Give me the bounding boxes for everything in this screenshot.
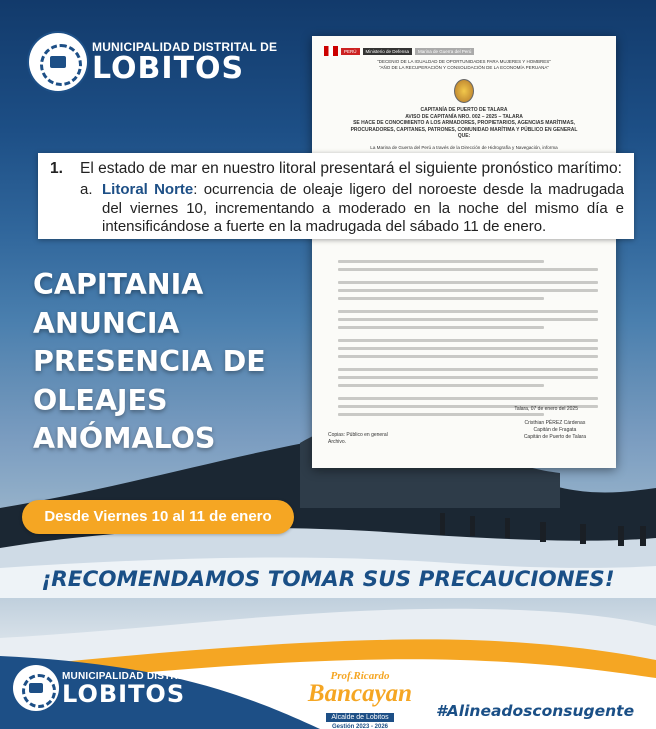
copies-line: Copias: Público en general <box>328 432 388 438</box>
document-title <box>324 107 604 140</box>
subitem-region: Litoral Norte <box>102 181 194 198</box>
item-number: 1. <box>50 160 63 177</box>
headline-line: OLEAJES <box>33 383 168 417</box>
municipal-seal-icon <box>32 36 84 88</box>
signature-line: Cristhian PÉREZ Cárdenas <box>524 420 586 426</box>
mayor-prefix: Prof.Ricardo <box>330 670 390 682</box>
document-body-lines <box>324 260 604 416</box>
subitem-text: : ocurrencia de oleaje ligero del noroeste desde la madrugada del viernes 10, incrementando a moderado en la noche del mismo día e intensificándose a fuerte en la madrugada del sábado 11 de enero. <box>102 181 624 235</box>
document-copies <box>328 432 388 446</box>
forecast-subitem <box>50 181 624 237</box>
mayor-term: Gestión 2023 - 2026 <box>331 724 389 729</box>
municipality-name: LOBITOS <box>92 51 245 86</box>
headline-line: ANÓMALOS <box>33 422 216 455</box>
title-line: QUE: <box>457 133 471 139</box>
document-date: Talara, 07 de enero del 2025 <box>514 406 578 412</box>
municipality-label: MUNICIPALIDAD DISTRITAL DE <box>62 670 218 682</box>
document-signature <box>524 420 586 441</box>
recommendation-banner: ¡RECOMENDAMOS TOMAR SUS PRECAUCIONES! <box>41 567 615 592</box>
header-tag: Ministerio de Defensa <box>363 48 413 55</box>
header-tag: Marina de Guerra del Perú <box>415 48 474 55</box>
municipality-logo-top <box>32 36 277 88</box>
municipality-label: MUNICIPALIDAD DISTRITAL DE <box>92 40 278 54</box>
headline-line: CAPITANIA <box>33 268 204 301</box>
municipality-name: LOBITOS <box>62 679 186 708</box>
subitem-content <box>102 181 624 237</box>
title-line: SE HACE DE CONOCIMIENTO A LOS ARMADORES, PROPIETARIOS, AGENCIAS MARÍTIMAS, <box>353 120 575 126</box>
signature-line: Capitán de Puerto de Talara <box>523 434 586 440</box>
mayor-name: Bancayan <box>307 680 413 707</box>
mayor-role: Alcalde de Lobitos <box>326 713 393 722</box>
title-line: PROCURADORES, CAPITANES, PATRONES, COMUNIDAD MARÍTIMA Y PÚBLICO EN GENERAL <box>350 126 578 133</box>
document-intro: La Marina de Guerra del Perú a través de la Dirección de Hidrografía y Navegación, informa <box>370 144 558 150</box>
title-line: AVISO DE CAPITANÍA NRO. 002 – 2025 – TALARA <box>405 113 523 120</box>
forecast-item <box>50 159 624 178</box>
mayor-logo <box>300 670 420 729</box>
quote-line: "DECENIO DE LA IGUALDAD DE OPORTUNIDADES PARA MUJERES Y HOMBRES" <box>377 59 551 64</box>
main-headline <box>33 266 266 459</box>
subitem-letter: a. <box>80 181 93 198</box>
forecast-excerpt <box>38 153 634 239</box>
campaign-hashtag: #Alineadosconsugente <box>436 702 635 720</box>
quote-line: "AÑO DE LA RECUPERACIÓN Y CONSOLIDACIÓN DE LA ECONOMÍA PERUANA" <box>378 65 550 70</box>
title-line: CAPITANÍA DE PUERTO DE TALARA <box>420 107 508 113</box>
header-tag: PERÚ <box>341 48 360 55</box>
municipal-seal-icon <box>16 668 56 708</box>
signature-line: Capitán de Fragata <box>533 427 577 433</box>
item-text: El estado de mar en nuestro litoral presentará el siguiente pronóstico marítimo: <box>80 160 622 177</box>
document-header <box>324 46 604 56</box>
document-quote <box>324 59 604 71</box>
municipality-logo-bottom <box>16 668 217 708</box>
official-notice-document <box>312 36 616 468</box>
peru-flag-icon <box>324 46 338 56</box>
navy-emblem-icon <box>454 79 474 103</box>
headline-line: PRESENCIA DE <box>33 345 266 378</box>
headline-line: ANUNCIA <box>33 306 180 340</box>
date-range-badge: Desde Viernes 10 al 11 de enero <box>22 500 294 534</box>
copies-line: Archivo. <box>328 439 347 445</box>
